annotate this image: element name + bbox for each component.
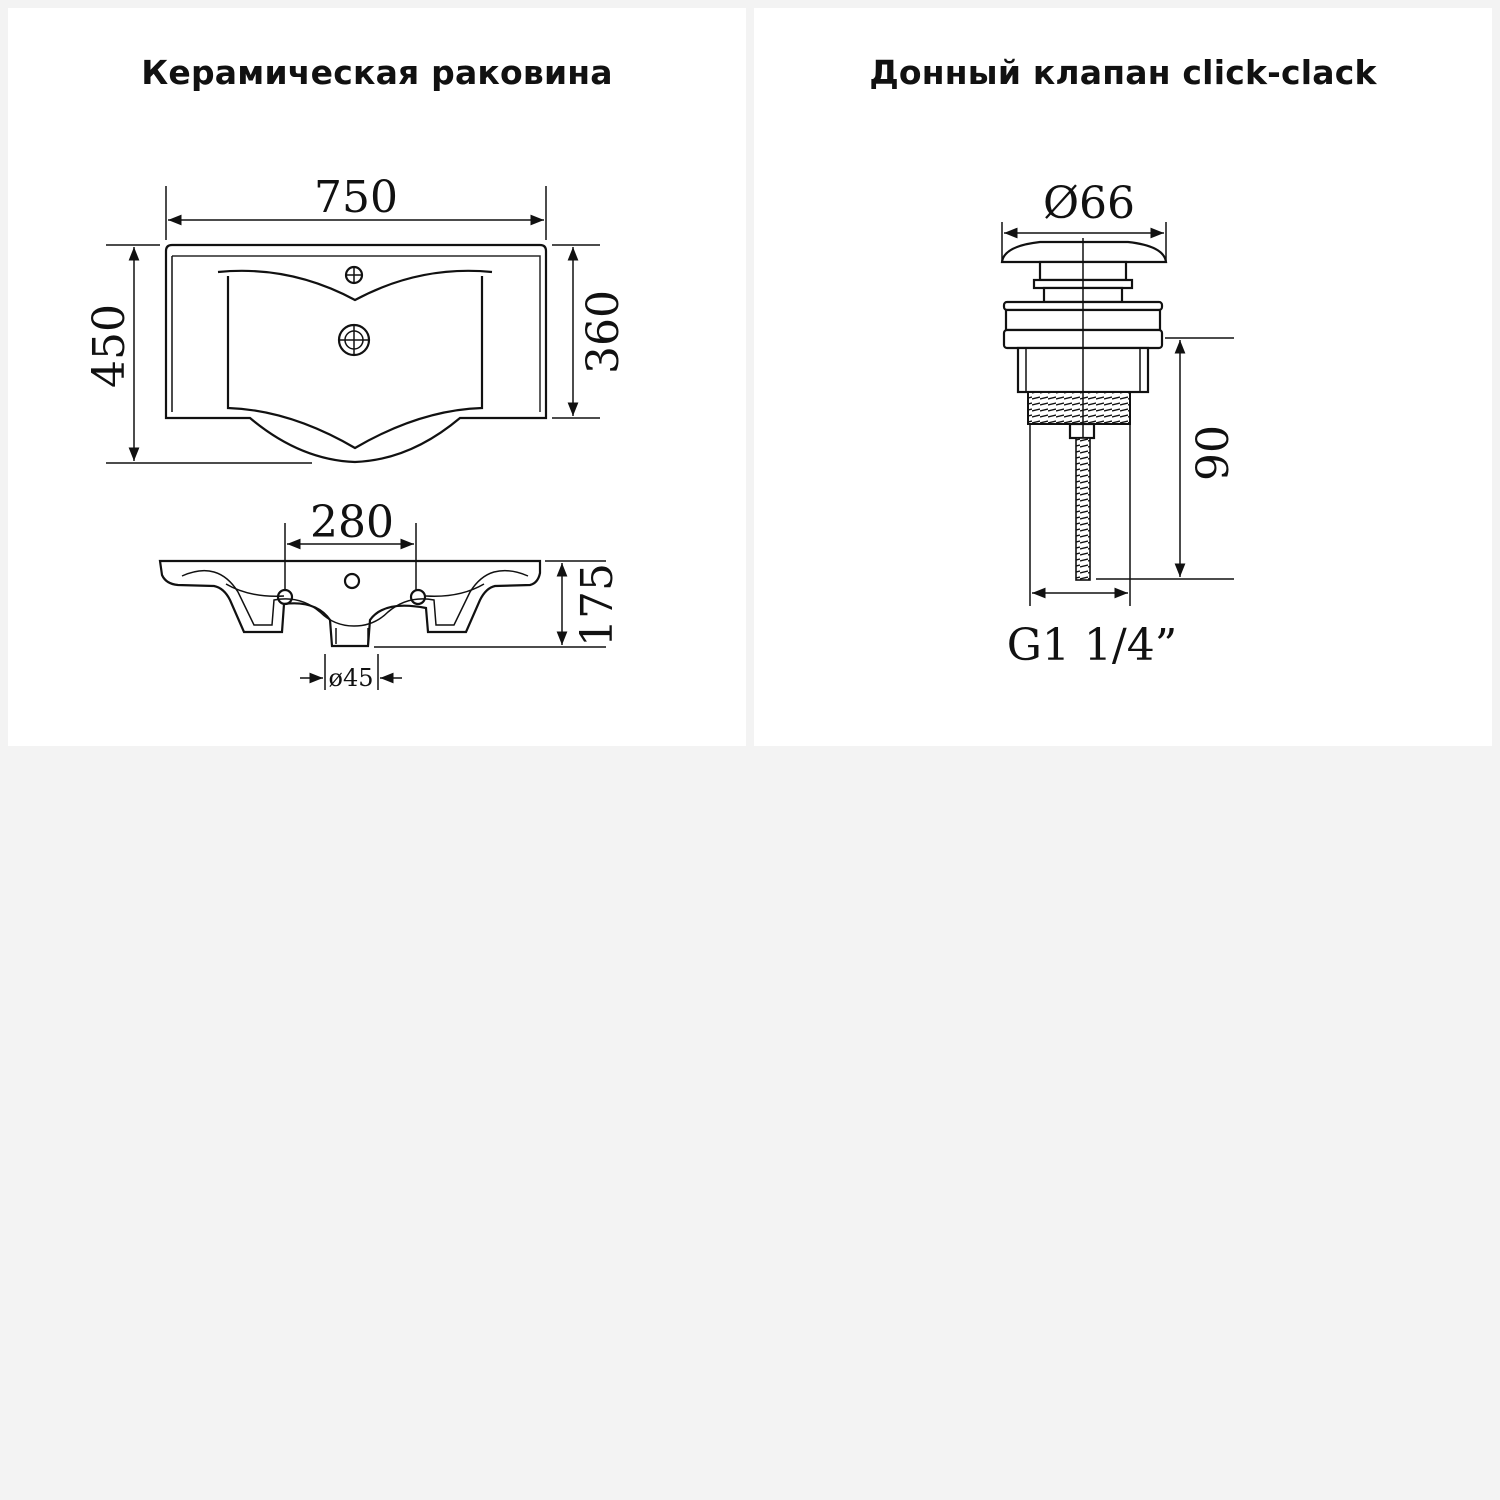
valve-rod [1076,438,1090,580]
valve-thread [1028,392,1130,424]
dim-cap-diameter: Ø66 [1042,178,1136,229]
valve-panel [754,8,1492,746]
sink-drawing [8,8,746,746]
valve-cap [1002,242,1166,262]
dim-width: 750 [314,172,398,223]
dim-length: 90 [1188,425,1239,481]
dim-depth-total: 450 [84,304,135,388]
bowl-inner-wall [228,276,482,448]
valve-title: Донный клапан click-clack [869,53,1377,92]
dim-depth-bowl: 360 [578,290,629,374]
dim-height: 175 [572,563,623,647]
sink-top-view [84,172,629,463]
sink-outline [166,245,546,462]
dim-thread: G1 1/4” [1006,620,1178,671]
dim-mount-spacing: 280 [310,497,394,548]
mount-hole-right [411,590,425,604]
valve-dim-thread [1007,424,1177,671]
sink-panel [8,8,746,746]
valve-drawing [754,8,1492,746]
sink-front-view [160,497,623,692]
sink-title: Керамическая раковина [141,53,613,92]
valve-body [1002,238,1166,580]
dim-drain-diameter: ø45 [328,664,374,692]
mount-hole-left [278,590,292,604]
